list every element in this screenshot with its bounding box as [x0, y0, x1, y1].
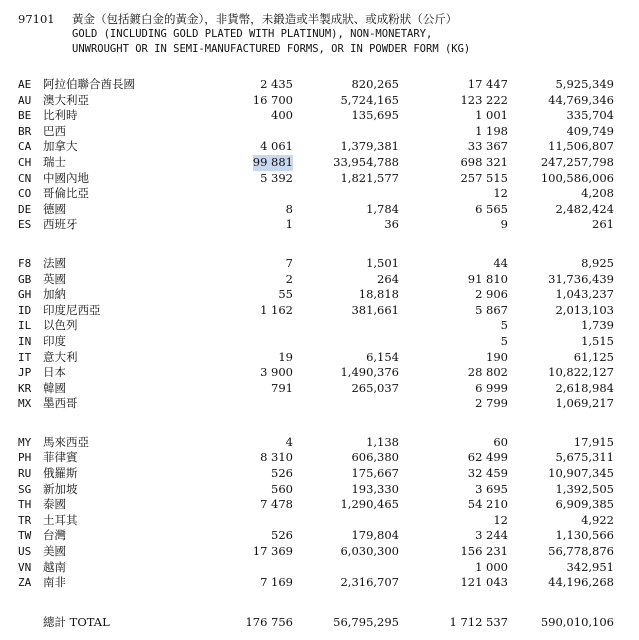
value-2: 6,909,385	[555, 497, 614, 512]
table-row	[0, 497, 639, 513]
table-row	[0, 365, 639, 381]
country-name: 美國	[43, 544, 66, 559]
quantity-2: 1 000	[475, 559, 508, 574]
quantity-1: 560	[271, 481, 293, 496]
country-name: 加納	[43, 287, 66, 302]
quantity-2: 17 447	[467, 77, 508, 91]
country-code: JP	[18, 366, 32, 380]
value-2: 1,515	[581, 333, 614, 348]
country-name: 泰國	[43, 497, 66, 512]
value-1: 1,138	[366, 434, 399, 449]
total-label: 總計 TOTAL	[43, 615, 110, 629]
country-code: RU	[18, 467, 32, 481]
title-english-line-1: GOLD (INCLUDING GOLD PLATED WITH PLATINUM), NON-MONETARY,	[72, 28, 433, 40]
quantity-1: 7 478	[260, 497, 293, 512]
value-1: 264	[377, 271, 399, 286]
country-code: BR	[18, 124, 32, 138]
table-row	[0, 139, 639, 155]
value-2: 5,925,349	[555, 77, 614, 91]
value-1: 5,724,165	[340, 92, 399, 107]
value-2: 4,208	[581, 186, 614, 201]
table-row	[0, 544, 639, 560]
country-name: 墨西哥	[43, 396, 78, 411]
value-1: 193,330	[351, 481, 399, 496]
value-1: 135,695	[351, 108, 399, 123]
quantity-2: 5	[500, 333, 508, 348]
quantity-1: 99 881	[252, 154, 293, 169]
value-2: 1,069,217	[555, 396, 614, 411]
value-2: 11,506,807	[548, 139, 614, 154]
quantity-1: 5 392	[260, 170, 293, 185]
country-name: 越南	[43, 559, 66, 574]
table-row	[0, 350, 639, 366]
value-2: 4,922	[581, 512, 614, 527]
quantity-2: 6 565	[475, 201, 508, 216]
value-2: 5,675,311	[555, 450, 614, 465]
country-name: 英國	[43, 271, 66, 286]
quantity-1: 526	[271, 466, 293, 481]
quantity-2: 3 695	[475, 481, 508, 496]
country-code: ZA	[18, 576, 32, 590]
row-group	[0, 256, 639, 412]
quantity-1: 17 369	[252, 544, 293, 559]
value-2: 335,704	[566, 108, 614, 123]
quantity-2: 190	[486, 349, 508, 364]
country-code: MY	[18, 435, 32, 449]
table-row	[0, 93, 639, 109]
total-row	[0, 614, 639, 630]
quantity-2: 1 198	[475, 123, 508, 138]
quantity-1: 8	[285, 201, 293, 216]
quantity-2: 12	[493, 186, 508, 201]
table-row	[0, 272, 639, 288]
quantity-1: 7	[285, 255, 293, 270]
quantity-2: 5	[500, 318, 508, 333]
quantity-1: 1	[285, 217, 293, 232]
group-spacer	[0, 412, 639, 435]
table-row	[0, 108, 639, 124]
value-2: 1,739	[581, 318, 614, 333]
quantity-2: 32 459	[467, 466, 508, 481]
quantity-1: 55	[278, 287, 293, 302]
country-code: F8	[18, 256, 32, 270]
quantity-2: 33 367	[467, 139, 508, 154]
country-name: 瑞士	[43, 154, 66, 169]
quantity-1: 7 169	[260, 575, 293, 590]
table-row	[0, 466, 639, 482]
value-1: 2,316,707	[340, 575, 399, 590]
total-quantity-1: 176 756	[245, 615, 293, 629]
table-row	[0, 303, 639, 319]
title-english-line-2: UNWROUGHT OR IN SEMI-MANUFACTURED FORMS, OR IN POWDER FORM (KG)	[72, 43, 471, 55]
value-2: 10,907,345	[548, 466, 614, 481]
country-table	[0, 77, 639, 591]
quantity-2: 62 499	[467, 450, 508, 465]
quantity-2: 91 810	[467, 271, 508, 286]
value-1: 18,818	[358, 287, 399, 302]
quantity-2: 156 231	[460, 544, 508, 559]
value-1: 381,661	[351, 302, 399, 317]
country-code: CO	[18, 187, 32, 201]
value-1: 820,265	[351, 77, 399, 91]
quantity-1: 16 700	[252, 92, 293, 107]
table-row	[0, 482, 639, 498]
country-name: 西班牙	[43, 217, 78, 232]
country-code: TR	[18, 513, 32, 527]
country-name: 日本	[43, 365, 66, 380]
quantity-2: 698 321	[460, 154, 508, 169]
quantity-2: 121 043	[460, 575, 508, 590]
country-name: 意大利	[43, 349, 78, 364]
value-2: 409,749	[566, 123, 614, 138]
country-code: IN	[18, 334, 32, 348]
total-value-2: 590,010,106	[540, 615, 614, 629]
country-name: 南非	[43, 575, 66, 590]
value-2: 2,482,424	[555, 201, 614, 216]
table-row	[0, 202, 639, 218]
quantity-1: 3 900	[260, 365, 293, 380]
country-code: IL	[18, 319, 32, 333]
quantity-1: 4	[285, 434, 293, 449]
value-1: 1,821,577	[340, 170, 399, 185]
table-row	[0, 396, 639, 412]
country-code: ID	[18, 303, 32, 317]
value-1: 6,154	[366, 349, 399, 364]
value-2: 44,196,268	[548, 575, 614, 590]
country-name: 新加坡	[43, 481, 78, 496]
country-name: 馬來西亞	[43, 434, 89, 449]
country-code: TW	[18, 529, 32, 543]
value-2: 1,043,237	[555, 287, 614, 302]
value-2: 1,130,566	[555, 528, 614, 543]
value-1: 1,784	[366, 201, 399, 216]
quantity-2: 44	[493, 255, 508, 270]
quantity-1: 4 061	[260, 139, 293, 154]
country-code: DE	[18, 202, 32, 216]
quantity-2: 60	[493, 434, 508, 449]
value-1: 6,030,300	[340, 544, 399, 559]
country-name: 法國	[43, 255, 66, 270]
table-row	[0, 381, 639, 397]
country-code: GB	[18, 272, 32, 286]
country-name: 中國內地	[43, 170, 89, 185]
value-2: 261	[592, 217, 614, 232]
table-row	[0, 318, 639, 334]
table-row	[0, 575, 639, 591]
value-2: 17,915	[573, 434, 614, 449]
quantity-1: 19	[278, 349, 293, 364]
table-row	[0, 435, 639, 451]
country-name: 韓國	[43, 380, 66, 395]
quantity-1: 526	[271, 528, 293, 543]
quantity-1: 1 162	[260, 302, 293, 317]
quantity-2: 257 515	[460, 170, 508, 185]
country-name: 以色列	[43, 318, 78, 333]
value-2: 342,951	[566, 559, 614, 574]
country-code: VN	[18, 560, 32, 574]
table-row	[0, 171, 639, 187]
country-name: 巴西	[43, 123, 66, 138]
value-1: 175,667	[351, 466, 399, 481]
quantity-2: 28 802	[467, 365, 508, 380]
table-row	[0, 256, 639, 272]
quantity-2: 12	[493, 512, 508, 527]
quantity-1: 2	[285, 271, 293, 286]
total-quantity-2: 1 712 537	[449, 615, 508, 629]
country-name: 俄羅斯	[43, 466, 78, 481]
value-1: 179,804	[351, 528, 399, 543]
quantity-2: 2 906	[475, 287, 508, 302]
country-name: 印度尼西亞	[43, 302, 101, 317]
value-1: 1,290,465	[340, 497, 399, 512]
quantity-1: 400	[271, 108, 293, 123]
table-row	[0, 528, 639, 544]
value-1: 606,380	[351, 450, 399, 465]
table-row	[0, 450, 639, 466]
quantity-2: 3 244	[475, 528, 508, 543]
value-2: 44,769,346	[548, 92, 614, 107]
quantity-1: 791	[271, 380, 293, 395]
country-name: 阿拉伯聯合酋長國	[43, 77, 135, 91]
value-2: 100,586,006	[540, 170, 614, 185]
quantity-2: 54 210	[467, 497, 508, 512]
table-row	[0, 513, 639, 529]
country-name: 加拿大	[43, 139, 78, 154]
country-code: KR	[18, 381, 32, 395]
quantity-2: 2 799	[475, 396, 508, 411]
value-1: 1,501	[366, 255, 399, 270]
value-1: 265,037	[351, 380, 399, 395]
quantity-2: 1 001	[475, 108, 508, 123]
value-2: 247,257,798	[540, 154, 614, 169]
value-2: 56,778,876	[548, 544, 614, 559]
table-row	[0, 186, 639, 202]
country-name: 印度	[43, 333, 66, 348]
country-code: CH	[18, 155, 32, 169]
country-code: AE	[18, 78, 32, 91]
table-row	[0, 77, 639, 93]
table-row	[0, 287, 639, 303]
country-code: MX	[18, 397, 32, 411]
value-1: 36	[384, 217, 399, 232]
value-1: 1,379,381	[340, 139, 399, 154]
quantity-2: 6 999	[475, 380, 508, 395]
value-2: 2,013,103	[555, 302, 614, 317]
quantity-1: 8 310	[260, 450, 293, 465]
country-code: SG	[18, 482, 32, 496]
country-name: 德國	[43, 201, 66, 216]
country-code: GH	[18, 288, 32, 302]
quantity-2: 5 867	[475, 302, 508, 317]
title-chinese: 黃金（包括鍍白金的黃金），非貨幣，未鍛造或半製成狀、或成粉狀（公斤）	[72, 12, 458, 26]
country-code: CN	[18, 171, 32, 185]
value-2: 61,125	[573, 349, 614, 364]
value-2: 8,925	[581, 255, 614, 270]
country-name: 澳大利亞	[43, 92, 89, 107]
row-group	[0, 435, 639, 591]
country-name: 菲律賓	[43, 450, 78, 465]
group-spacer	[0, 233, 639, 256]
country-name: 比利時	[43, 108, 78, 123]
value-2: 1,392,505	[555, 481, 614, 496]
value-1: 1,490,376	[340, 365, 399, 380]
quantity-2: 9	[500, 217, 508, 232]
table-row	[0, 560, 639, 576]
country-name: 哥倫比亞	[43, 186, 89, 201]
country-code: ES	[18, 218, 32, 232]
table-row	[0, 124, 639, 140]
country-code: CA	[18, 140, 32, 154]
country-code: AU	[18, 93, 32, 107]
quantity-2: 123 222	[460, 92, 508, 107]
country-code: PH	[18, 451, 32, 465]
commodity-code: 97101	[18, 12, 55, 26]
value-2: 10,822,127	[548, 365, 614, 380]
table-row	[0, 217, 639, 233]
value-2: 2,618,984	[555, 380, 614, 395]
country-name: 台灣	[43, 528, 66, 543]
quantity-1: 2 435	[260, 77, 293, 91]
row-group	[0, 77, 639, 233]
country-code: IT	[18, 350, 32, 364]
table-row	[0, 155, 639, 171]
country-code: TH	[18, 498, 32, 512]
table-row	[0, 334, 639, 350]
value-2: 31,736,439	[548, 271, 614, 286]
country-code: BE	[18, 109, 32, 123]
total-value-1: 56,795,295	[333, 615, 399, 629]
value-1: 33,954,788	[333, 154, 399, 169]
country-code: US	[18, 545, 32, 559]
country-name: 土耳其	[43, 512, 78, 527]
